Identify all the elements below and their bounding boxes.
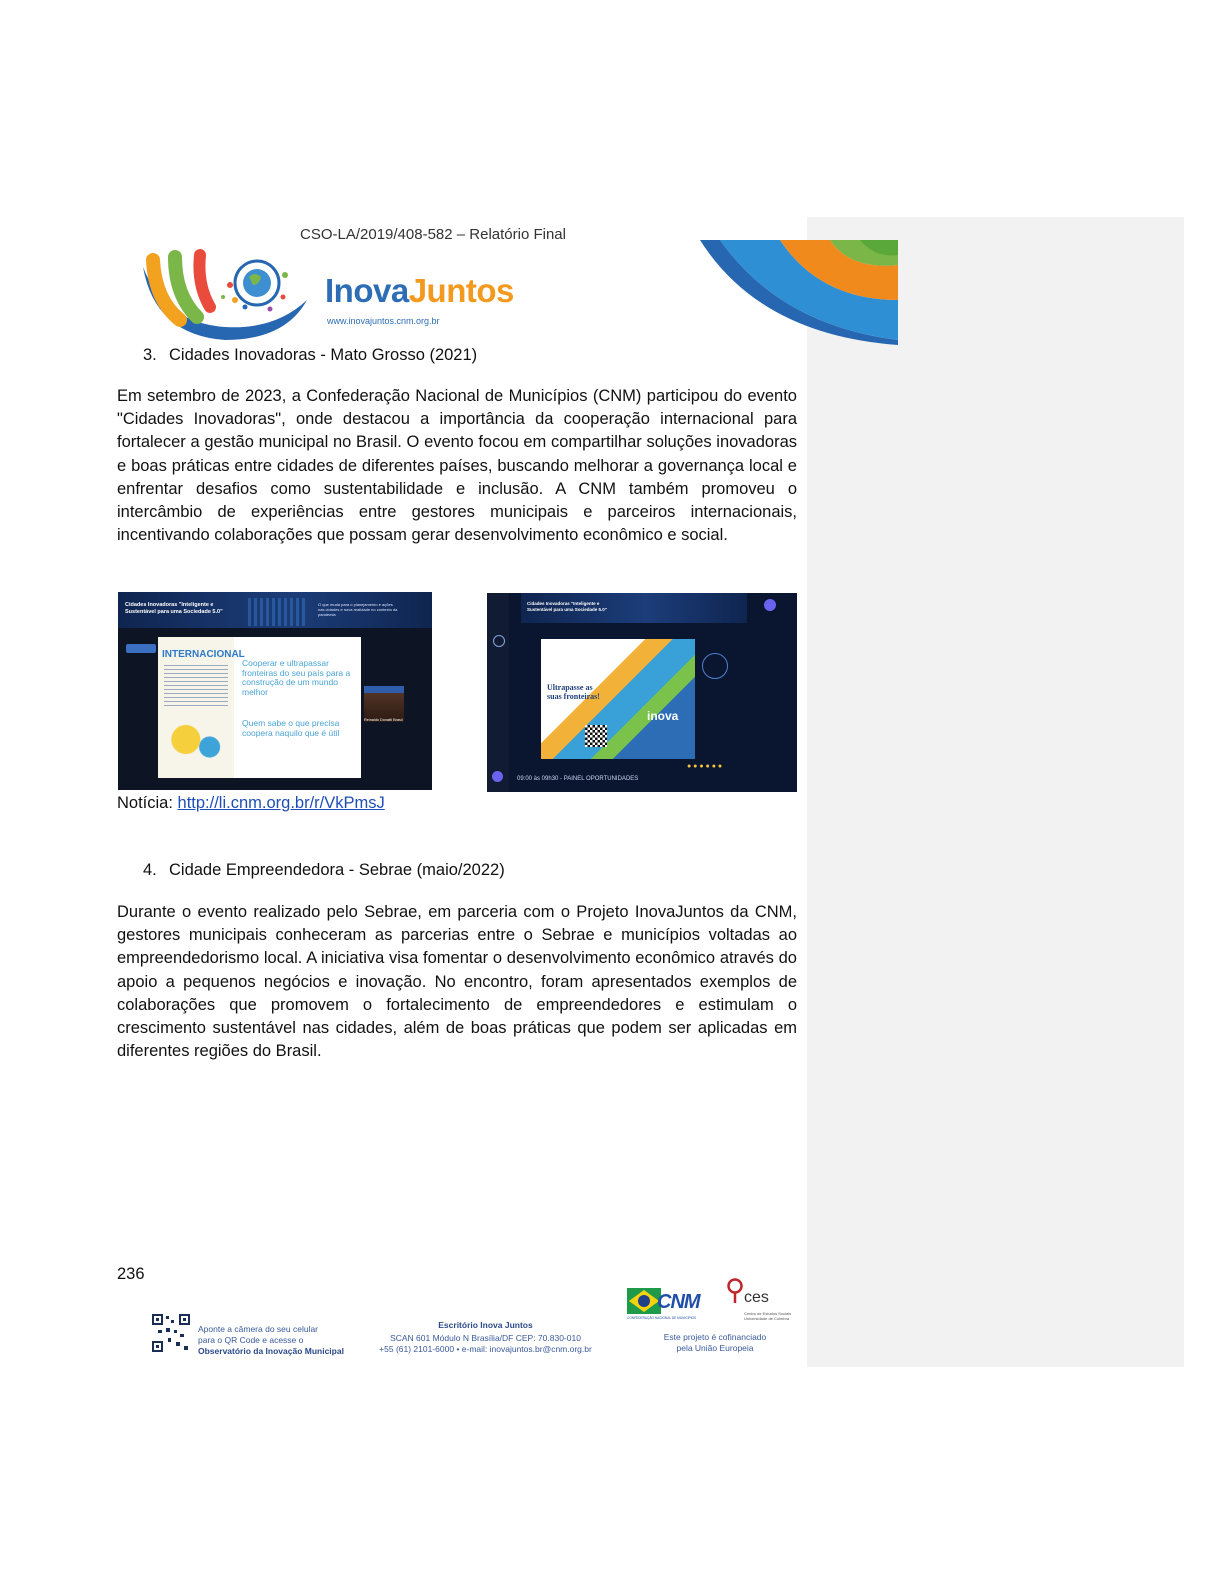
- footer-office-contact: +55 (61) 2101-6000 • e-mail: inovajuntos.br@cnm.org.br: [379, 1344, 592, 1354]
- ces-subtitle-2: Universidade de Coimbra: [744, 1316, 790, 1321]
- speaker-label: Reinaldo Donatti Brasil: [364, 718, 403, 722]
- cnm-logo-text: CNM: [657, 1291, 700, 1313]
- section-3-title: Cidades Inovadoras - Mato Grosso (2021): [169, 346, 478, 364]
- header-swoosh-icon: [700, 240, 898, 346]
- section-4-body: Durante o evento realizado pelo Sebrae, em parceria com o Projeto InovaJuntos da CNM, gestores municipais conheceram as parcerias entre o Sebrae e municípios voltadas ao empreendedorismo local. A iniciativa visa fomentar o desenvolvimento econômico através do apoio a pequenos negócios e inovação. No encontro, foram apresentados exemplos de colaborações que promovem o fortalecimento de empreendedores e estimulam o crescimento sustentável nas cidades, além de boas práticas que podem ser aplicadas em diferentes regiões do Brasil.: [117, 903, 797, 1061]
- section-3-heading: [143, 346, 477, 365]
- cnm-logo-subtitle: CONFEDERAÇÃO NACIONAL DE MUNICÍPIOS: [627, 1316, 697, 1320]
- speaker-tag: [364, 686, 404, 693]
- section-3-body: Em setembro de 2023, a Confederação Nacional de Municípios (CNM) participou do evento "Cidades Inovadoras", onde destacou a importância da cooperação internacional para fortalecer a gestão municipal no Brasil. O evento focou em compartilhar soluções inovadoras e boas práticas entre cidades de diferentes países, buscando melhorar a governança local e enfrentar desafios como sustentabilidade e inclusão. A CNM também promoveu o intercâmbio de experiências entre gestores municipais e parceiros internacionais, incentivando colaborações que possam gerar desenvolvimento econômico e social.: [117, 387, 797, 545]
- screenshot-1-bullet-2: Quem sabe o que precisa coopera naquilo que é útil: [242, 718, 340, 738]
- brazil-flag-icon: [627, 1288, 661, 1314]
- ces-mark-icon: [725, 1278, 745, 1304]
- comment-pane: [807, 217, 1184, 1367]
- screenshot-1-slide-title: INTERNACIONAL: [162, 649, 245, 660]
- ces-subtitle-1: Centro de Estudos Sociais: [744, 1311, 792, 1316]
- screenshot-2-reactions: ● ● ● ● ● ●: [687, 763, 723, 770]
- brand-url: www.inovajuntos.cnm.org.br: [327, 316, 440, 326]
- screenshot-2-avatar-icon: [764, 599, 776, 611]
- news-label: Notícia:: [117, 794, 173, 812]
- news-line: [117, 794, 385, 813]
- footer-qr-line-3: Observatório da Inovação Municipal: [198, 1346, 344, 1356]
- footer-office-title: Escritório Inova Juntos: [438, 1320, 533, 1330]
- screenshot-1-bullet-1: Cooperar e ultrapassar fronteiras do seu país para a construção de um mundo melhor: [242, 658, 351, 697]
- footer-office-address: SCAN 601 Módulo N Brasília/DF CEP: 70.830-010: [390, 1333, 581, 1343]
- footer-qr-code-icon: [152, 1314, 190, 1352]
- footer-qr-line-2: para o QR Code e acesse o: [198, 1335, 304, 1345]
- screenshot-2-slide-brand: inova: [647, 709, 679, 723]
- document-reference: CSO-LA/2019/408-582 – Relatório Final: [300, 226, 566, 243]
- screenshot-2-sidebar-icon: [493, 635, 505, 647]
- screenshot-2-chat-icon: [492, 771, 503, 782]
- screenshot-1-banner-subtitle: O que muda para o planejamento e ações nas cidades e nova realidade no contexto da pandemia: [318, 602, 398, 617]
- event-screenshot-1: [118, 592, 432, 790]
- screenshot-1-illustration: [162, 717, 230, 767]
- brand-name: InovaJuntos: [325, 272, 514, 309]
- footer-qr-text: [198, 1324, 344, 1357]
- footer-office: [378, 1320, 593, 1355]
- screenshot-1-slide: [158, 637, 361, 778]
- screenshot-2-tech-circle-icon: [702, 653, 728, 679]
- news-link[interactable]: http://li.cnm.org.br/r/VkPmsJ: [177, 794, 385, 812]
- ces-logo-text: ces: [744, 1289, 769, 1306]
- screenshot-1-book-cover: [158, 637, 245, 778]
- ces-logo-subtitle: [744, 1311, 806, 1321]
- screenshot-2-banner-title: Cidades Inovadoras "Inteligente e Sustentável para uma Sociedade 5.0": [527, 601, 607, 612]
- section-4-number: 4.: [143, 861, 157, 879]
- screenshot-2-slide-title: Ultrapasse as suas fronteiras!: [547, 683, 600, 701]
- footer-qr-line-1: Aponte a câmera do seu celular: [198, 1324, 319, 1334]
- footer-eu-line-1: Este projeto é cofinanciado: [663, 1332, 767, 1342]
- screenshot-1-tag: [126, 644, 156, 653]
- footer-eu-line-2: pela União Europeia: [676, 1343, 754, 1353]
- screenshot-1-book-text: [164, 665, 228, 707]
- ces-logo: [725, 1278, 805, 1326]
- section-4-heading: [143, 861, 505, 880]
- inovajuntos-logo-icon: [135, 245, 315, 345]
- screenshot-2-qr-icon: [585, 725, 607, 747]
- screenshot-2-sidebar: [487, 593, 509, 792]
- screenshot-2-slide: [541, 639, 695, 759]
- section-3-number: 3.: [143, 346, 157, 364]
- page-number: 236: [117, 1265, 145, 1283]
- screenshot-2-bottom-bar: 09:00 às 09h30 - PAINEL OPORTUNIDADES: [517, 776, 639, 782]
- screenshot-1-banner-title: Cidades Inovadoras "Inteligente e Sustentável para uma Sociedade 5.0": [125, 602, 223, 615]
- section-4-title: Cidade Empreendedora - Sebrae (maio/2022): [169, 861, 505, 879]
- screenshot-1-skyline: [248, 598, 308, 626]
- event-screenshot-2: [487, 593, 797, 792]
- cnm-logo: [627, 1288, 707, 1322]
- footer-eu-funding: [655, 1332, 775, 1354]
